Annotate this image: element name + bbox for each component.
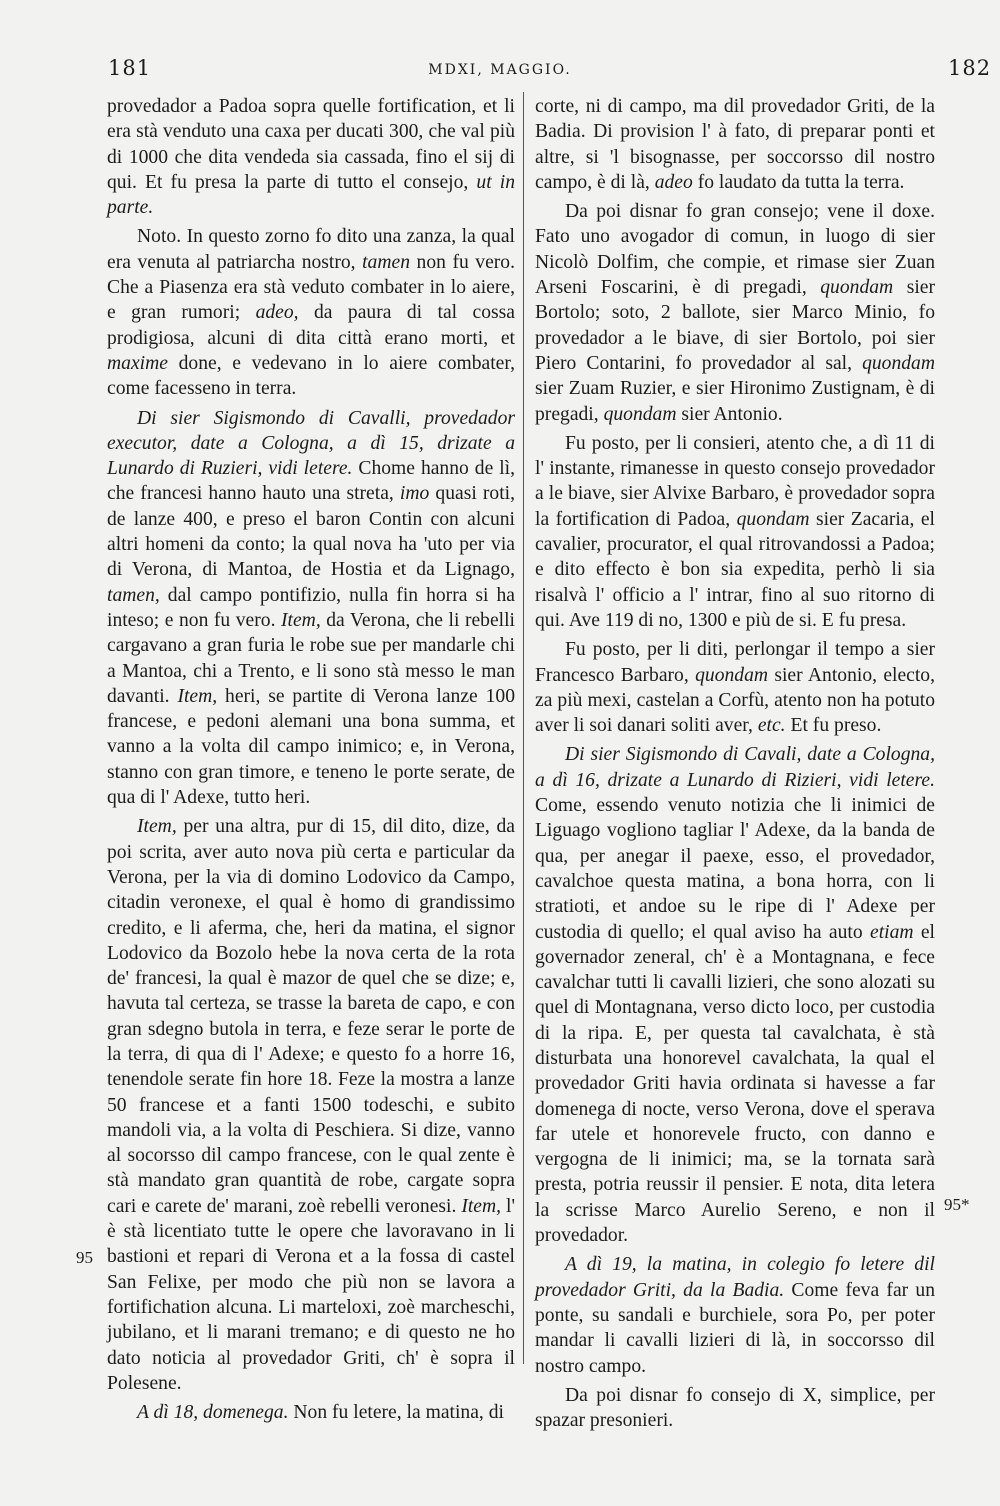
paragraph: Da poi disnar fo consejo di X, simplice, per spazar presonieri. xyxy=(535,1384,935,1432)
paragraph: Noto. In questo zorno fo dito una zanza, la qual era venuta al patriarcha nostro, tamen non fu vero. Che a Piasenza era stà veduto combater in lo aiere, e gran rumori; adeo, da paura di tal cossa prodigiosa, alcuni di dita città erano morti, et maxime done, e vedevano in lo aiere combater, come facesseno in terra. xyxy=(107,226,515,400)
paragraph: Item, per una altra, pur di 15, dil dito, dize, da poi scrita, aver auto nova più certa e particular da Verona, per la via di domino Lodovico da Campo, citadin veronexe, el qual è homo di grandissimo credito, e li aferma, che, heri da matina, el signor Lodovico da Bozolo hebe la nova certa de la rota de' francesi, la qual è mazor de quel che se dize; e, havuta tal certeza, se trasse la bareta de capo, e con gran sdegno butola in terra, e feze serar le porte de la terra, di qua di l' Adexe; e questo fo a horre 16, tenendole serate fin hore 18. Feze la mostra a lanze 50 francese et a fanti 1500 todeschi, e subito mandoli via, a la volta di Peschiera. Si dize, vanno al socorsso dil campo francese, con le qual zente è stà mandato gran quantità de robe, cargate sopra cari e carete de' marani, zoè rebelli veronesi. Item, l' è stà licentiato tutte le opere che lavoravano in li bastioni et repari di Verona et a la fossa di castel San Felixe, per modo che più non se lavora a fortifichation alcuna. Li marteloxi, zoè marcheschi, jubilano, et li marani tremano; e di questo ne ho dato noticia al provedador Griti, ch' è sopra il Polesene. xyxy=(107,816,515,1394)
letter-heading: Di sier Sigismondo di Cavali, date a Cologna, a dì 16, drizate a Lunardo di Rizieri, vidi letere. xyxy=(535,744,935,791)
paragraph: Di sier Sigismondo di Cavalli, provedador executor, date a Cologna, a dì 15, drizate a Lunardo di Ruzieri, vidi letere. Chome hanno de lì, che francesi hanno hauto una streta, imo quasi roti, de lanze 400, e preso el baron Contin con alcuni altri homeni da conto; la qual nova ha 'uto per via di Verona, di Mantoa, de Hostia et da Lignago, tamen, dal campo pontifizio, nulla fin horra si ha inteso; e non fu vero. Item, da Verona, che li rebelli cargavano a gran furia le robe sue per mandarle chi a Mantoa, chi a Trento, e li sono stà messo le man davanti. Item, heri, se partite di Verona lanze 100 francese, e pedoni alemani una bona summa, et vanno a la volta dil campo inimico; e, in Verona, stanno con gran timore, e teneno le porte serate, de qua di l' Adexe, tutto heri. xyxy=(107,407,516,809)
paragraph: Fu posto, per li diti, perlongar il tempo a sier Francesco Barbaro, quondam sier Antonio, electo, za più mexi, castelan a Corfù, atento non ha potuto aver li soi danari soliti aver, etc. Et fu preso. xyxy=(535,639,936,737)
paragraph: Fu posto, per li consieri, atento che, a dì 11 di l' instante, rimanesse in questo consejo provedador a le biave, sier Alvixe Barbaro, è provedador sopra la fortification di Padoa, quondam sier Zacaria, el cavalier, procurator, el qual ritrovandossi a Padoa; e dito effecto è bon sia expedita, perhò li sia risalvà l' officio a l' intrar, fino al suo ritorno di qui. Ave 119 di no, 1300 e più de si. E fu presa. xyxy=(535,432,935,631)
running-header: MDXI, MAGGIO. xyxy=(428,62,572,78)
page-number-right: 182 xyxy=(948,56,992,80)
letter-heading: Di sier Sigismondo di Cavalli, provedador executor, date a Cologna, a dì 15, drizate a Lunardo di Ruzieri, vidi letere. xyxy=(107,407,515,480)
paragraph: Di sier Sigismondo di Cavali, date a Cologna, a dì 16, drizate a Lunardo di Rizieri, vidi letere. Come, essendo venuto notizia che li inimici de Liguago vogliono tagliar l' Adexe, da la banda de qua, per anegar il paexe, esso, el provedador, cavalchoe questa matina, a bona horra, con li stratioti, et andoe su le ripe di l' Adexe per custodia di quello; el qual aviso ha auto etiam el governador zeneral, ch' è a Montagnana, e fece cavalchar tutti li cavalli lizieri, che sono alozati su quel di Montagnana, verso dicto loco, per custodia di la ripa. E, per questa tal cavalchata, è stà disturbata una honorevel cavalchata, la qual el provedador Griti havia ordinata si havesse a far domenega di nocte, verso Verona, dove el sperava far utele et honorevele fructo, con danno e vergogna de li inimici; ma, se la tornata sarà presta, potria reussir il pensier. E nota, dita letera la scrisse Marco Aurelio Sereno, e non il provedador. xyxy=(535,744,935,1247)
page-number-left: 181 xyxy=(108,56,152,80)
date-heading: A dì 18, domenega. xyxy=(137,1402,289,1424)
paragraph: A dì 18, domenega. Non fu letere, la matina, di xyxy=(137,1402,504,1424)
margin-note-left: 95 xyxy=(76,1248,93,1267)
paragraph: Da poi disnar fo gran consejo; vene il doxe. Fato uno avogador di comun, in luogo di sier Nicolò Dolfim, che compie, et rimase sier Zuan Arseni Foscarini, è di pregadi, quondam sier Bortolo; soto, 2 ballote, sier Marco Minio, fo provedador a le biave, di sier Bortolo, poi sier Piero Contarini, fo provedador al sal, quondam sier Zuam Ruzier, e sier Hironimo Zustignam, è di pregadi, quondam sier Antonio. xyxy=(535,201,935,425)
right-column xyxy=(535,94,935,1433)
date-heading: A dì 19, la matina, in colegio fo letere dil provedador Griti, da la Badia. xyxy=(535,1254,935,1301)
paragraph: provedador a Padoa sopra quelle fortification, et li era stà venduto una caxa per ducati 300, che val più di 1000 che dita vendeda sia cassada, fino el sij di qui. Et fu presa la parte di tutto el consejo, ut in parte. xyxy=(107,96,515,219)
paragraph: A dì 19, la matina, in colegio fo letere dil provedador Griti, da la Badia. Come feva far un ponte, su sandali e burchiele, sora Po, per poter mandar li cavalli lizieri di là, in soccorsso dil nostro campo. xyxy=(535,1254,935,1377)
paragraph: corte, ni di campo, ma dil provedador Griti, de la Badia. Di provision l' à fato, di preparar ponti et altre, si 'l bisognasse, per soccorsso dil nostro campo, è di là, adeo fo laudato da tutta la terra. xyxy=(535,96,935,193)
column-divider xyxy=(523,92,524,1364)
left-column xyxy=(107,94,515,1425)
margin-note-right: 95* xyxy=(944,1195,970,1214)
